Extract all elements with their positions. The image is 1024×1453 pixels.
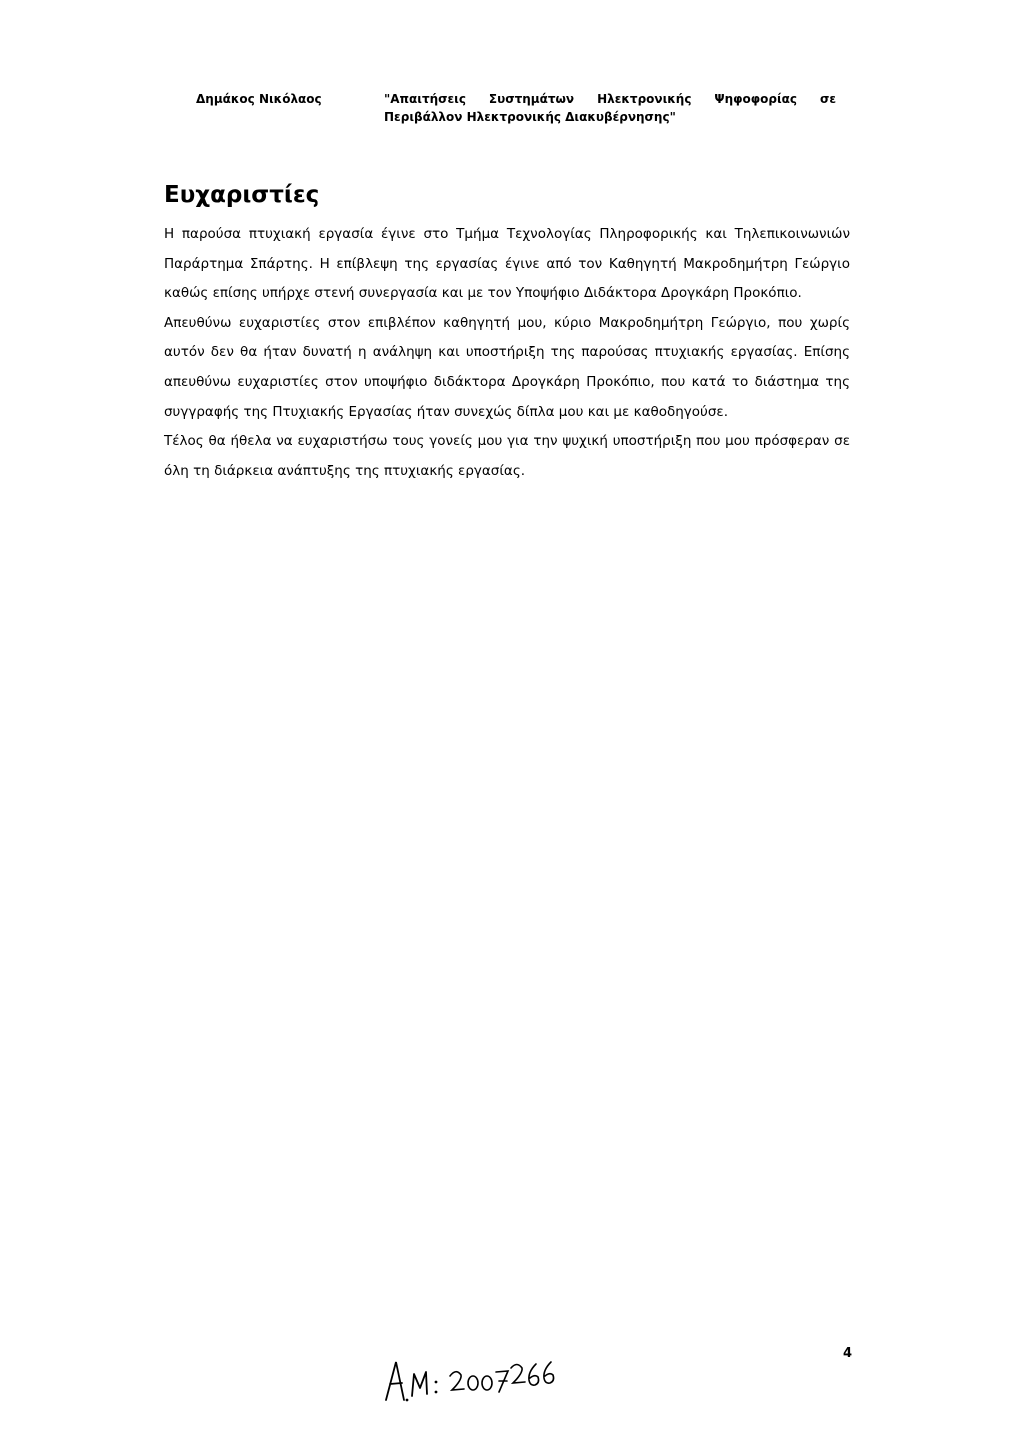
paragraph: Τέλος θα ήθελα να ευχαριστήσω τους γονείς μου για την ψυχική υποστήριξη που μου πρόσφεραν σε όλη τη διάρκεια ανάπτυξης της πτυχιακής εργασίας. [164, 433, 850, 479]
handwritten-student-id [380, 1348, 640, 1408]
acknowledgements-body [164, 220, 850, 486]
section-heading: Ευχαριστίες [164, 182, 320, 208]
page-number: 4 [843, 1346, 853, 1361]
header-title: "Απαιτήσεις Συστημάτων Ηλεκτρονικής Ψηφοφορίας σε Περιβάλλον Ηλεκτρονικής Διακυβέρνησης" [384, 92, 836, 124]
header-author: Δημάκος Νικόλαος [196, 92, 322, 106]
paragraph: Απευθύνω ευχαριστίες στον επιβλέπον καθηγητή μου, κύριο Μακροδημήτρη Γεώργιο, που χωρίς αυτόν δεν θα ήταν δυνατή η ανάληψη και υποστήριξη της παρούσας πτυχιακής εργασίας. Επίσης απευθύνω ευχαριστίες στον υποψήφιο διδάκτορα Δρογκάρη Προκόπιο, που κατά το διάστημα της συγγραφής της Πτυχιακής Εργασίας ήταν συνεχώς δίπλα μου και με καθοδηγούσε. [164, 314, 850, 420]
paragraph: Η παρούσα πτυχιακή εργασία έγινε στο Τμήμα Τεχνολογίας Πληροφορικής και Τηλεπικοινωνιών Παράρτημα Σπάρτης. Η επίβλεψη της εργασίας έγινε από τον Καθηγητή Μακροδημήτρη Γεώργιο καθώς επίσης υπήρχε στενή συνεργασία και με τον Υποψήφιο Διδάκτορα Δρογκάρη Προκόπιο. [164, 226, 850, 302]
